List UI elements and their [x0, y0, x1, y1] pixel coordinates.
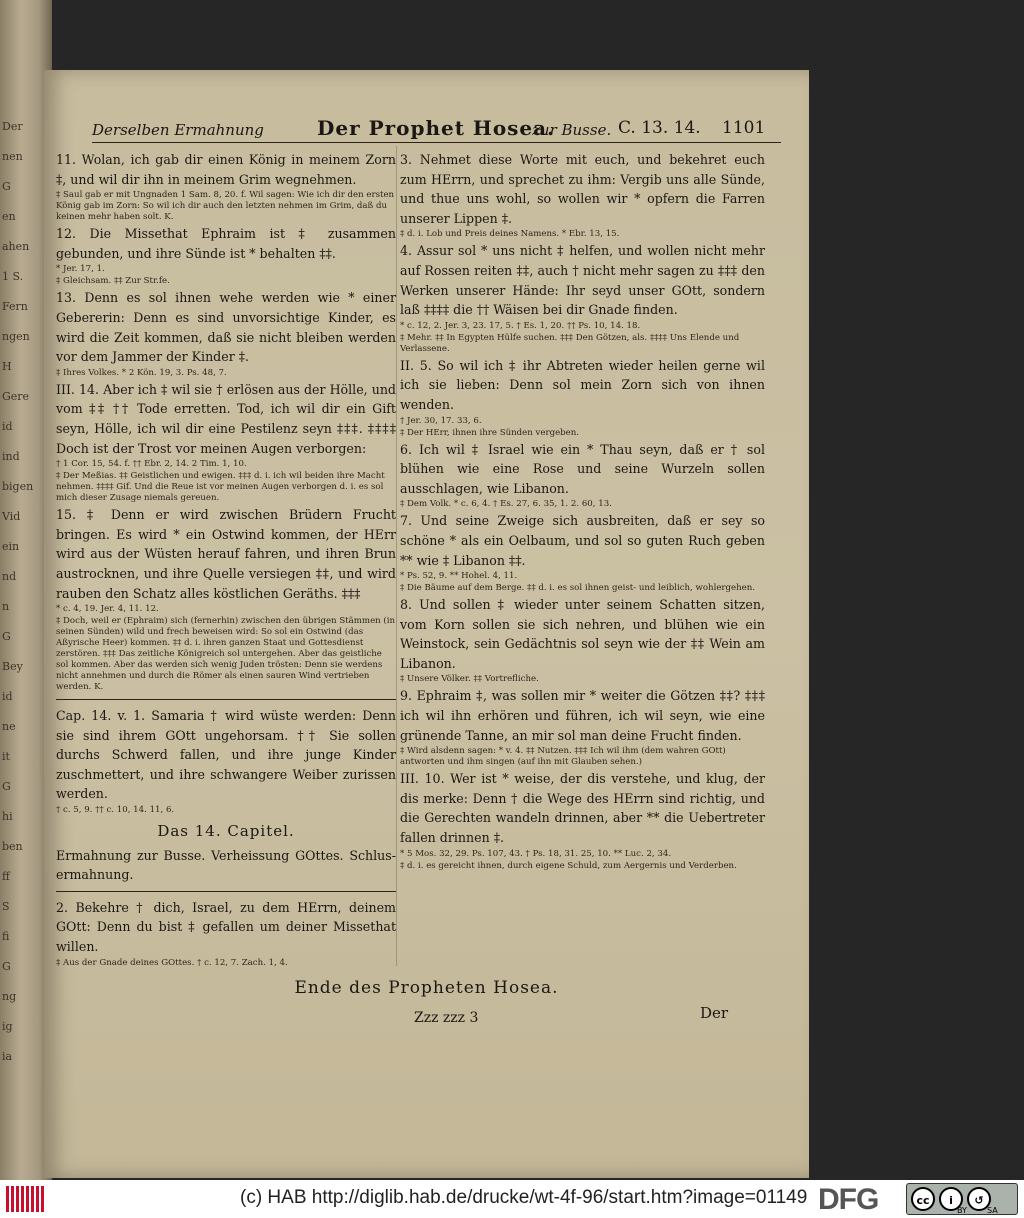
chapter-title: Das 14. Capitel. — [157, 822, 295, 841]
cc-sa-label: SA — [987, 1206, 998, 1215]
footnote: ‡ Dem Volk. * c. 6, 4. † Es. 27, 6. 35, 1. 2. 60, 13. — [400, 499, 612, 510]
left-page-fragment: nd — [2, 570, 17, 583]
footnote: ‡ Unsere Völker. ‡‡ Vortrefliche. — [400, 674, 539, 685]
footnote: † 1 Cor. 15, 54. f. †† Ebr. 2, 14. 2 Tim. 1, 10. — [56, 459, 247, 470]
footnote: * c. 12, 2. Jer. 3, 23. 17, 5. † Es. 1, 20. †† Ps. 10, 14. 18. — [400, 320, 641, 331]
left-page-fragment: hi — [2, 810, 13, 823]
left-page-fragment: id — [2, 690, 13, 703]
hab-logo-icon — [6, 1186, 46, 1212]
header-left: Derselben Ermahnung — [92, 121, 264, 139]
left-page-fragment: ng — [2, 990, 17, 1003]
copyright-credit: (c) HAB http://diglib.hab.de/drucke/wt-4f-96/start.htm?image=01149 — [240, 1187, 808, 1208]
verse-paragraph: 4. Assur sol * uns nicht ‡ helfen, und wollen nicht mehr auf Rossen reiten ‡‡, auch † nicht mehr sagen zu ‡‡‡ den Werken unserer Hände: Ihr seyd unser GOtt, sondern laß ‡‡‡‡ die †† Wäisen bei dir Gnade finden. — [400, 243, 765, 318]
verse-paragraph: 8. Und sollen ‡ wieder unter seinem Schatten sitzen, vom Korn sollen sie sich nehren, und blühen wie ein Weinstock, sein Gedächtnis sol seyn wie der ‡‡ Wein am Libanon. — [400, 597, 765, 671]
left-column — [56, 150, 396, 970]
end-of-book-line: Ende des Propheten Hosea. — [294, 978, 559, 998]
verse-paragraph: 13. Denn es sol ihnen wehe werden wie * einer Gebererin: Denn es sind unvorsichtige Kinder, es wird die Zeit kommen, daß sie nicht bleiben werden vor dem Jammer der Kinder ‡. — [56, 290, 396, 365]
footnote: ‡ Saul gab er mit Ungnaden 1 Sam. 8, 20. f. Wil sagen: Wie ich dir den ersten König gab im Zorn: So wil ich dir auch den letzten nehmen im Grim, daß du keinen mehr haben solt. K. — [56, 190, 395, 223]
verse-paragraph: 9. Ephraim ‡, was sollen mir * weiter die Götzen ‡‡? ‡‡‡ ich wil ihn erhören und führen, ich wil seyn, wie eine grünende Tanne, an mir sol man deine Frucht finden. — [400, 688, 765, 743]
left-page-fragment: S — [2, 900, 10, 913]
left-page-fragment: ne — [2, 720, 16, 733]
footnote: ‡ Der Meßias. ‡‡ Geistlichen und ewigen. ‡‡‡ d. i. ich wil beiden ihre Macht nehmen. ‡‡‡‡ Gif. Und die Reue ist vor meinen Augen verborgen d. i. es sol mich dieser Zusage niemals gereuen. — [56, 471, 385, 504]
verse-paragraph: III. 10. Wer ist * weise, der dis verstehe, und klug, der dis merke: Denn † die Wege des HErrn sind richtig, und die Gerechten wandeln drinnen, aber ** die Uebertreter fallen drinnen ‡. — [400, 771, 765, 846]
sa-share-icon: ↺ — [967, 1187, 991, 1211]
footnote: ‡ Mehr. ‡‡ In Egypten Hülfe suchen. ‡‡‡ Den Götzen, als. ‡‡‡‡ Uns Elende und Verlassene. — [400, 332, 740, 354]
left-page-fragment: en — [2, 210, 16, 223]
left-page-fragment: ia — [2, 1050, 13, 1063]
left-page-fragment: ben — [2, 840, 23, 853]
footnote: † Jer. 30, 17. 33, 6. — [400, 415, 482, 426]
verse-paragraph: 11. Wolan, ich gab dir einen König in meinem Zorn ‡, und wil dir ihn in meinem Grim wegnehmen. — [56, 152, 396, 187]
left-page-fragment: nen — [2, 150, 23, 163]
left-page-fragment: Vid — [2, 510, 21, 523]
right-column — [400, 150, 765, 873]
verse-paragraph: 3. Nehmet diese Worte mit euch, und bekehret euch zum HErrn, und sprechet zu ihm: Vergib uns alle Sünde, und thue uns wohl, so wollen wir * opfern die Farren unserer Lippen ‡. — [400, 152, 765, 226]
by-person-icon: i — [939, 1187, 963, 1211]
column-divider — [396, 146, 397, 966]
header-rule — [92, 142, 781, 143]
header-right: zur Busse. — [532, 121, 612, 139]
verse-paragraph: 2. Bekehre † dich, Israel, zu dem HErrn, deinem GOtt: Denn du bist ‡ gefallen um deiner Missethat willen. — [56, 899, 396, 955]
cc-by-label: BY — [957, 1206, 967, 1215]
left-page-fragment: ff — [2, 870, 10, 883]
footnote: ‡ Die Bäume auf dem Berge. ‡‡ d. i. es sol ihnen geist- und leiblich, wohlergehen. — [400, 583, 755, 594]
left-page-fragment: n — [2, 600, 10, 613]
left-page-fragment: Gere — [2, 390, 30, 403]
cc-license-badge[interactable] — [906, 1183, 1018, 1215]
dfg-logo: DFG — [818, 1183, 879, 1216]
viewer-footer — [0, 1180, 1024, 1218]
verse-paragraph: Cap. 14. v. 1. Samaria † wird wüste werden: Denn sie sind ihrem GOtt ungehorsam. †† Sie sollen durchs Schwerd fallen, und ihre junge Kinder zuschmettert, und ihre schwangere Weiber zurissen werden. — [56, 708, 396, 802]
footnote: ‡ d. i. es gereicht ihnen, durch eigene Schuld, zum Aergernis und Verderben. — [400, 860, 737, 871]
header-title: Der Prophet Hosea. — [317, 116, 556, 140]
left-page-fragment: ngen — [2, 330, 30, 343]
left-page-fragment: fi — [2, 930, 10, 943]
footnote: * Ps. 52, 9. ** Hohel. 4, 11. — [400, 571, 518, 582]
book-page — [44, 70, 809, 1178]
left-page-fragment: G — [2, 180, 11, 193]
footnote: * 5 Mos. 32, 29. Ps. 107, 43. † Ps. 18, 31. 25, 10. ** Luc. 2, 34. — [400, 848, 672, 859]
footnote: ‡ Der HErr, ihnen ihre Sünden vergeben. — [400, 427, 580, 438]
verse-paragraph: III. 14. Aber ich ‡ wil sie † erlösen aus der Hölle, und vom ‡‡ †† Tode erretten. Tod, ich wil dir ein Gift seyn, Hölle, ich wil dir eine Pestilenz seyn ‡‡‡. ‡‡‡‡ Doch ist der Trost vor meinen Augen verborgen: — [56, 381, 396, 456]
verse-paragraph: 6. Ich wil ‡ Israel wie ein * Thau seyn, daß er † sol blühen wie eine Rose und seine Wurzeln sollen ausschlagen, wie Libanon. — [400, 441, 765, 496]
running-header — [92, 118, 781, 144]
footnote: ‡ Wird alsdenn sagen: * v. 4. ‡‡ Nutzen. ‡‡‡ Ich wil ihm (dem wahren GOtt) antworten und ihm singen (auf ihn mit Glauben sehen.) — [400, 746, 726, 768]
left-page-fragment: G — [2, 630, 11, 643]
section-rule — [56, 699, 396, 700]
left-page-fragment: Bey — [2, 660, 23, 673]
catchword: Der — [700, 1004, 729, 1022]
footnote: ‡ Aus der Gnade deines GOttes. † c. 12, 7. Zach. 1, 4. — [56, 957, 288, 968]
verse-paragraph: 15. ‡ Denn er wird zwischen Brüdern Frucht bringen. Es wird * ein Ostwind kommen, der HErr wird aus der Wüsten herauf fahren, und ihren Brun austrocknen, und ihre Quelle versiegen ‡‡, und wird rauben den Schatz alles köstlichen Geräths. ‡‡‡ — [56, 507, 396, 601]
footnote: ‡ d. i. Lob und Preis deines Namens. * Ebr. 13, 15. — [400, 229, 620, 240]
footnote: ‡ Gleichsam. ‡‡ Zur Str.fe. — [56, 276, 170, 287]
left-page-fragment: ahen — [2, 240, 30, 253]
header-chapter: C. 13. 14. — [618, 118, 701, 138]
left-page-fragment: 1 S. — [2, 270, 24, 283]
verse-paragraph: II. 5. So wil ich ‡ ihr Abtreten wieder heilen gerne wil ich sie lieben: Denn sol mein Zorn sich von ihnen wenden. — [400, 357, 765, 412]
left-page-fragment: bigen — [2, 480, 34, 493]
left-page-fragment: id — [2, 420, 13, 433]
cc-icon: cc — [911, 1187, 935, 1211]
signature-mark: Zzz zzz 3 — [414, 1010, 479, 1026]
footnote: * c. 4, 19. Jer. 4, 11. 12. — [56, 604, 159, 615]
left-page-fragment: G — [2, 780, 11, 793]
footnote: † c. 5, 9. †† c. 10, 14. 11, 6. — [56, 805, 175, 816]
page-number: 1101 — [722, 118, 766, 138]
left-page-fragment: Der — [2, 120, 23, 133]
footnote: * Jer. 17, 1. — [56, 264, 105, 275]
section-rule — [56, 891, 396, 892]
left-page-fragment: it — [2, 750, 10, 763]
verse-paragraph: Ermahnung zur Busse. Verheissung GOttes. Schlus-ermahnung. — [56, 847, 396, 883]
verse-paragraph: 12. Die Missethat Ephraim ist ‡ zusammen gebunden, und ihre Sünde ist * behalten ‡‡. — [56, 226, 396, 261]
left-page-fragment: G — [2, 960, 11, 973]
left-page-fragment: H — [2, 360, 12, 373]
left-page-fragment: ig — [2, 1020, 13, 1033]
footnote: ‡ Doch, weil er (Ephraim) sich (fernerhin) zwischen den übrigen Stämmen (in seinen Sünden) wild und frech beweisen wird: So sol ein Ostwind (das Aßyrische Heer) kommen. ‡‡ d. i. ihren ganzen Staat und Gottesdienst zerstören. ‡‡‡ Das zeitliche Königreich sol untergehen. Aber das geistliche sol kommen. Aber das werden sich wenig Juden trösten: Denn sie werdens nicht annehmen und durch die Römer als einen sauren Wind vertrieben werden. K. — [56, 616, 396, 693]
verse-paragraph: 7. Und seine Zweige sich ausbreiten, daß er sey so schöne * als ein Oelbaum, und sol so guten Ruch geben ** wie ‡ Libanon ‡‡. — [400, 513, 765, 568]
left-page-fragment: ind — [2, 450, 20, 463]
left-page-fragment: Fern — [2, 300, 28, 313]
left-page-fragment: ein — [2, 540, 20, 553]
footnote: ‡ Ihres Volkes. * 2 Kön. 19, 3. Ps. 48, 7. — [56, 367, 227, 378]
